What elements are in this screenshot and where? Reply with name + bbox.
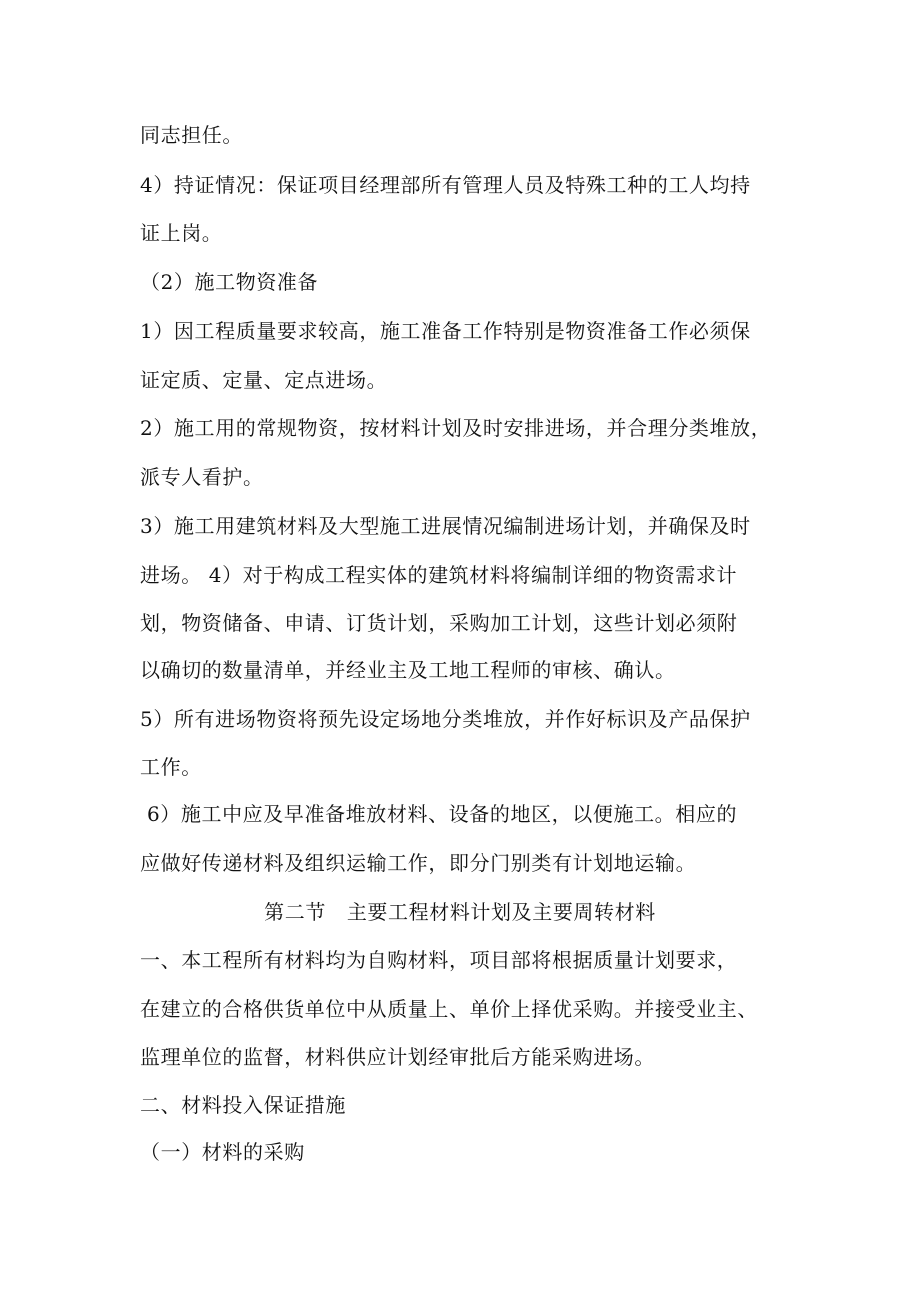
text-line: 派专人看护。 — [140, 465, 264, 489]
text-line: 1）因工程质量要求较高，施工准备工作特别是物资准备工作必须保 — [140, 319, 751, 343]
text-line: 5）所有进场物资将预先设定场地分类堆放，并作好标识及产品保护 — [140, 707, 751, 731]
text-line: 6）施工中应及早准备堆放材料、设备的地区，以便施工。相应的 — [140, 802, 738, 826]
text-line: 监理单位的监督，材料供应计划经审批后方能采购进场。 — [140, 1045, 655, 1069]
text-line: 进场。 4）对于构成工程实体的建筑材料将编制详细的物资需求计 — [140, 563, 738, 587]
text-line: 应做好传递材料及组织运输工作，即分门别类有计划地运输。 — [140, 851, 697, 875]
text-line: 在建立的合格供货单位中从质量上、单价上择优采购。并接受业主、 — [140, 997, 758, 1021]
text-line: 同志担任。 — [140, 123, 243, 147]
section-heading: （2）施工物资准备 — [140, 270, 319, 294]
text-line: 划，物资储备、申请、订货计划，采购加工计划，这些计划必须附 — [140, 611, 738, 635]
text-line: 4）持证情况：保证项目经理部所有管理人员及特殊工种的工人均持 — [140, 173, 751, 197]
section-heading: （一）材料的采购 — [140, 1140, 305, 1164]
text-line: 证上岗。 — [140, 221, 223, 245]
text-line: 证定质、定量、定点进场。 — [140, 368, 388, 392]
text-line: 一、本工程所有材料均为自购材料，项目部将根据质量计划要求， — [140, 948, 738, 972]
section-title: 第二节 主要工程材料计划及主要周转材料 — [264, 900, 656, 924]
section-heading: 二、材料投入保证措施 — [140, 1093, 346, 1117]
text-line: 3）施工用建筑材料及大型施工进展情况编制进场计划，并确保及时 — [140, 514, 751, 538]
text-line: 以确切的数量清单，并经业主及工地工程师的审核、确认。 — [140, 658, 676, 682]
text-line: 工作。 — [140, 755, 202, 779]
text-line: 2）施工用的常规物资，按材料计划及时安排进场，并合理分类堆放， — [140, 416, 772, 440]
